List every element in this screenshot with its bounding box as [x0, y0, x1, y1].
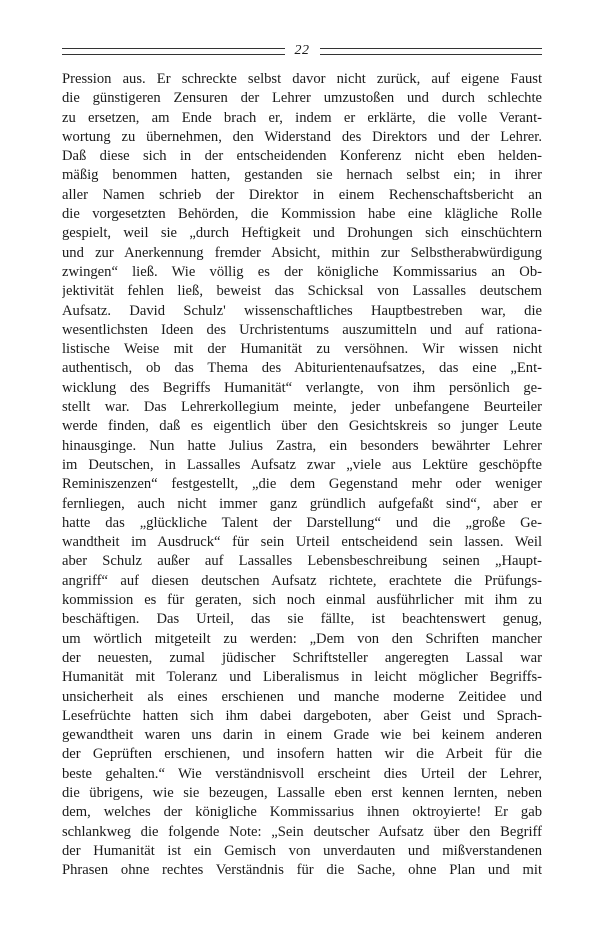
text-line: die übrigens, wie sie bezeugen, Lassalle eben erst kennen lernten, neben [62, 784, 542, 801]
text-line: wandtheit im Ausdruck“ für sein Urteil entscheidend sein lassen. Weil [62, 534, 542, 551]
page-number: 22 [294, 43, 310, 58]
text-line: zu ersetzen, am Ende brach er, indem er erklärte, die volle Verant- [62, 109, 542, 126]
text-line: wicklung des Begriffs Humanität“ verlangte, von ihm persönlich ge- [62, 379, 542, 396]
text-line: der Geprüften erschienen, und insofern hatten wir die Arbeit für die [62, 746, 542, 763]
text-line: gewandtheit waren uns darin in einem Grade wie bei keinem anderen [62, 727, 542, 744]
text-line: jektivität fehlen ließ, beweist das Schicksal von Lassalles deutschem [62, 283, 542, 300]
text-line: wortung zu übernehmen, den Widerstand des Direktors und der Lehrer. [62, 128, 542, 145]
text-line: Pression aus. Er schreckte selbst davor nicht zurück, auf eigene Faust [62, 71, 542, 87]
text-line: die vorgesetzten Behörden, die Kommission habe eine klägliche Rolle [62, 206, 542, 223]
text-line: Aufsatz. David Schulz' wissenschaftliches Hauptbestreben war, die [62, 302, 542, 319]
text-line: der Humanität ist ein Gemisch von unverdauten und mißverstandenen [62, 842, 542, 859]
text-line: stellt war. Das Lehrerkollegium meinte, jeder unbefangene Beurteiler [62, 399, 542, 416]
text-line: der neuesten, zumal jüdischer Schriftsteller angeregten Lassal war [62, 649, 542, 666]
page-header [62, 42, 542, 60]
text-line: Phrasen ohne rechtes Verständnis für die Sache, ohne Plan und mit [62, 862, 542, 879]
text-line: mäßig benommen hatten, gestanden sie hernach selbst ein; in ihrer [62, 167, 542, 184]
text-line: authentisch, ob das Thema des Abiturientenaufsatzes, das eine „Ent- [62, 360, 542, 377]
text-line: kommission es für geraten, sich noch einmal ausführlicher mit ihm zu [62, 592, 542, 609]
body-text [62, 70, 542, 880]
header-rule-right [320, 48, 543, 55]
text-line: Reminiszenzen“ festgestellt, „die dem Gegenstand mehr oder weniger [62, 476, 542, 493]
text-line: schlankweg die folgende Note: „Sein deutscher Aufsatz über den Begriff [62, 823, 542, 840]
text-line: Humanität mit Toleranz und Liberalismus in leicht möglicher Begriffs- [62, 669, 542, 686]
text-line: unsicherheit als eines erschienen und manche moderne Zeitidee und [62, 688, 542, 705]
text-line: beste gehalten.“ Wie verständnisvoll erscheint dies Urteil der Lehrer, [62, 765, 542, 782]
text-line: fernliegen, auch nicht immer ganz gründlich aufgefaßt sind“, aber er [62, 495, 542, 512]
text-line: wesentlichsten Ideen des Urchristentums auszumitteln und auf rationa- [62, 321, 542, 338]
text-line: um wörtlich mitgeteilt zu werden: „Dem von den Schriften mancher [62, 630, 542, 647]
text-line: werde finden, daß es eigentlich über den Gesichtskreis so junger Leute [62, 418, 542, 435]
text-line: hinausginge. Nun hatte Julius Zastra, ein besonders bewährter Lehrer [62, 437, 542, 454]
text-line: Daß diese sich in der entscheidenden Konferenz nicht eben helden- [62, 148, 542, 165]
text-line: Lesefrüchte hatten sich ihm dabei dargeboten, aber Geist und Sprach- [62, 707, 542, 724]
text-line: aber Schulz außer auf Lassalles Lebensbeschreibung seinen „Haupt- [62, 553, 542, 570]
text-line: aller Namen schrieb der Direktor in einem Rechenschaftsbericht an [62, 186, 542, 203]
text-line: listische Weise mit der Humanität zu versöhnen. Wir wissen nicht [62, 341, 542, 358]
text-line: zwingen“ ließ. Wie völlig es der königliche Kommissarius an Ob- [62, 263, 542, 280]
text-line: angriff“ auf diesen deutschen Aufsatz richtete, erachtete die Prüfungs- [62, 572, 542, 589]
text-line: beschäftigen. Das Urteil, das sie fällte, ist beachtenswert genug, [62, 611, 542, 628]
header-rule-left [62, 48, 285, 55]
text-line: dem, welches der königliche Kommissarius ihnen oktroyierte! Er gab [62, 804, 542, 821]
text-line: gespielt, weil sie „durch Heftigkeit und Drohungen sich einschüchtern [62, 225, 542, 242]
text-line: im Deutschen, in Lassalles Aufsatz zwar „viele aus Lektüre geschöpfte [62, 456, 542, 473]
text-line: hatte das „glückliche Talent der Darstellung“ und die „große Ge- [62, 514, 542, 531]
text-line: und zur Anerkennung fremder Absicht, mithin zur Selbstherabwürdigung [62, 244, 542, 261]
text-line: die günstigeren Zensuren der Lehrer umzustoßen und durch schlechte [62, 90, 542, 107]
